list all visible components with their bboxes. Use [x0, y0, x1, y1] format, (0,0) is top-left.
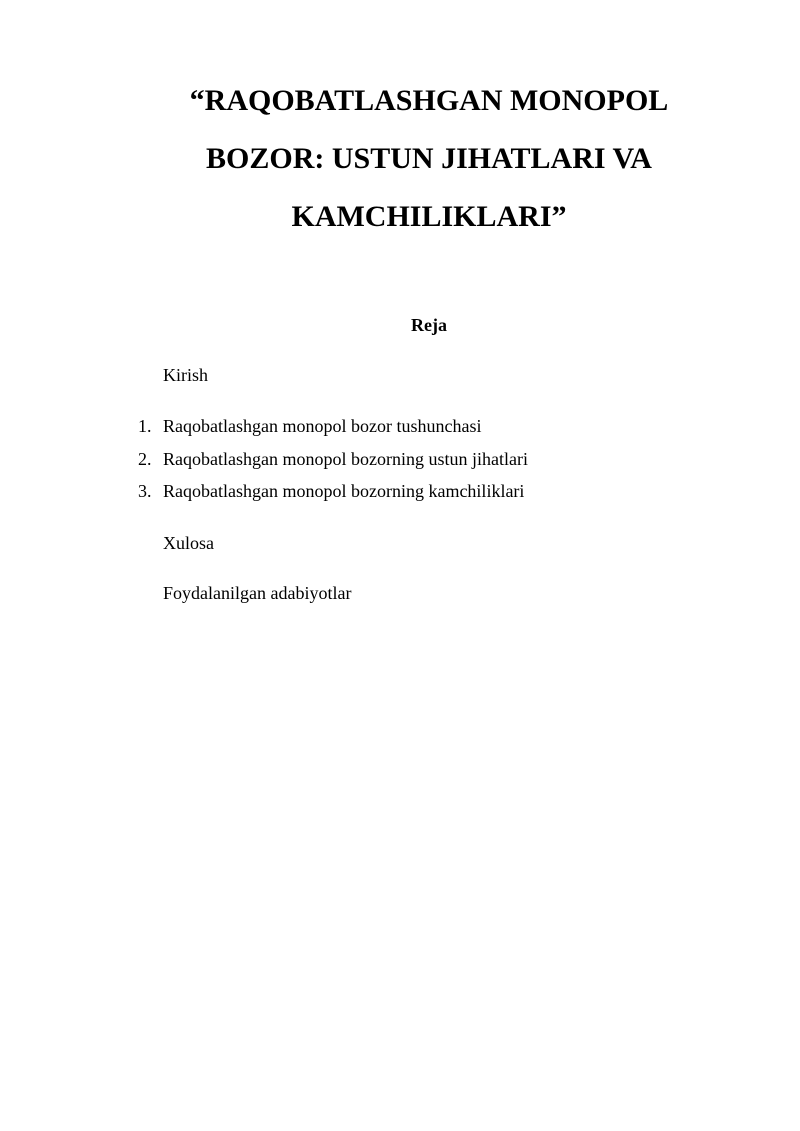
conclusion-entry: Xulosa [163, 533, 214, 553]
plan-item-text: Raqobatlashgan monopol bozor tushunchasi [163, 416, 482, 436]
plan-item-number: 1. [138, 416, 152, 436]
title-line-3: KAMCHILIKLARI” [291, 200, 567, 233]
plan-heading: Reja [411, 315, 447, 335]
title-line-2: BOZOR: USTUN JIHATLARI VA [206, 142, 652, 175]
intro-entry: Kirish [163, 365, 208, 385]
plan-item-text: Raqobatlashgan monopol bozorning ustun jihatlari [163, 448, 528, 469]
references-entry: Foydalanilgan adabiyotlar [163, 583, 352, 603]
title-line-1: “RAQOBATLASHGAN MONOPOL [189, 84, 669, 117]
plan-item-number: 2. [138, 448, 152, 469]
plan-item-text: Raqobatlashgan monopol bozorning kamchiliklari [163, 481, 525, 501]
plan-item-number: 3. [138, 481, 152, 501]
document-title [138, 72, 720, 246]
